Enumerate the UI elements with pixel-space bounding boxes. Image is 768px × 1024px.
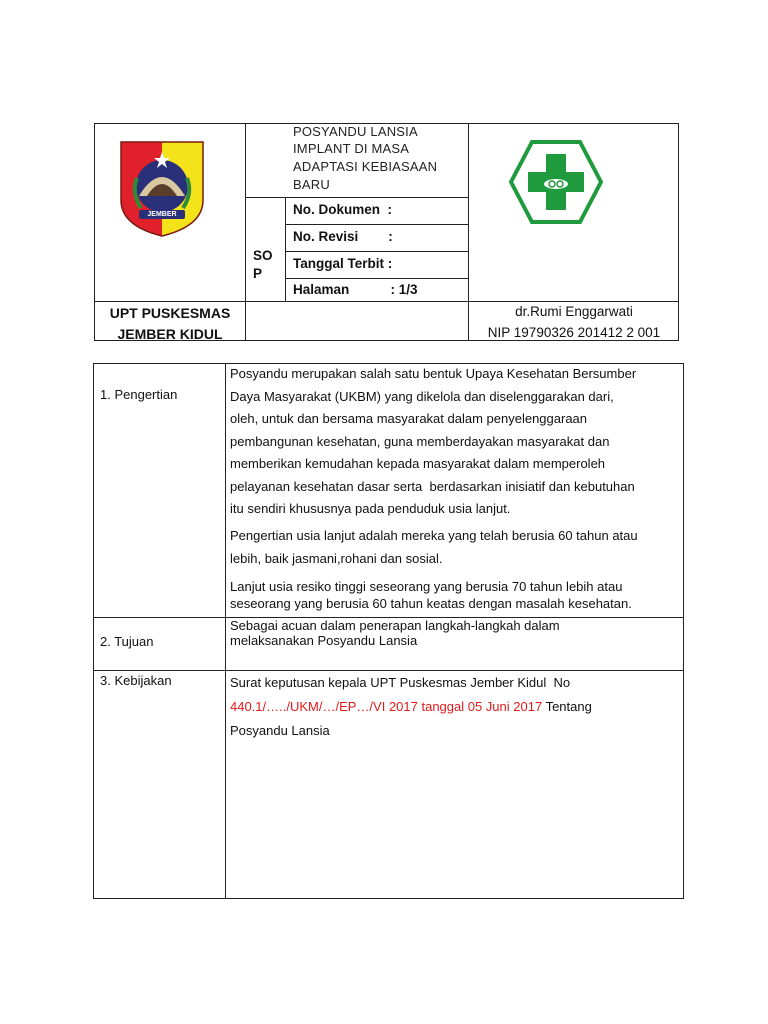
decree-number: 440.1/…../UKM/…/EP…/VI 2017 tanggal 05 Juni 2017 bbox=[230, 699, 543, 714]
pengertian-paragraph-3 bbox=[230, 578, 632, 612]
text-line: Posyandu Lansia bbox=[230, 723, 330, 738]
field-halaman: Halaman : 1/3 bbox=[293, 282, 418, 297]
text-line: memberikan kemudahan kepada masyarakat dalam memperoleh bbox=[230, 456, 606, 471]
field-no-dokumen: No. Dokumen : bbox=[293, 202, 393, 217]
signer-block bbox=[468, 301, 680, 343]
tujuan-text bbox=[230, 618, 560, 648]
text-line: pembangunan kesehatan, guna memberdayakan masyarakat dan bbox=[230, 433, 610, 449]
text-line: Pengertian usia lanjut adalah mereka yang telah berusia 60 tahun atau bbox=[230, 528, 638, 543]
sop-label-2: P bbox=[253, 266, 263, 281]
green-cross-icon bbox=[508, 139, 604, 225]
puskesmas-logo bbox=[508, 139, 604, 225]
doc-title-line-4: BARU bbox=[293, 177, 330, 192]
section-label-tujuan: 2. Tujuan bbox=[100, 634, 154, 649]
signer-name: dr.Rumi Enggarwati bbox=[515, 304, 633, 319]
jember-crest-logo bbox=[117, 138, 207, 238]
text-line: itu sendiri khususnya pada penduduk usia lanjut. bbox=[230, 501, 511, 516]
org-name-line-1: UPT PUSKESMAS bbox=[109, 305, 231, 321]
pengertian-paragraph-2 bbox=[230, 524, 638, 570]
field-tanggal-terbit: Tanggal Terbit : bbox=[293, 256, 393, 271]
org-name bbox=[96, 303, 244, 345]
text-line bbox=[230, 695, 592, 719]
text-line: Daya Masyarakat (UKBM) yang dikelola dan diselenggarakan dari, bbox=[230, 388, 614, 404]
signer-nip: NIP 19790326 201412 2 001 bbox=[487, 325, 661, 340]
crest-icon bbox=[117, 138, 207, 238]
kebijakan-text bbox=[230, 671, 592, 743]
sop-label-1: SO bbox=[253, 248, 273, 263]
section-label-kebijakan: 3. Kebijakan bbox=[100, 673, 172, 688]
doc-title-line-1: POSYANDU LANSIA bbox=[293, 124, 418, 139]
section-label-pengertian: 1. Pengertian bbox=[100, 387, 178, 402]
text-line: melaksanakan Posyandu Lansia bbox=[230, 633, 418, 648]
text-line: oleh, untuk dan bersama masyarakat dalam penyelenggaraan bbox=[230, 411, 588, 426]
text-line: Surat keputusan kepala UPT Puskesmas Jember Kidul No bbox=[230, 675, 571, 690]
text-line: Posyandu merupakan salah satu bentuk Upaya Kesehatan Bersumber bbox=[230, 366, 637, 381]
pengertian-paragraph-1 bbox=[230, 363, 636, 521]
text-line: Lanjut usia resiko tinggi seseorang yang berusia 70 tahun lebih atau bbox=[230, 579, 623, 594]
doc-title-line-2: IMPLANT DI MASA bbox=[293, 141, 410, 156]
text-line: seseorang yang berusia 60 tahun keatas dengan masalah kesehatan. bbox=[230, 596, 632, 611]
crest-banner-text: JEMBER bbox=[147, 211, 177, 218]
org-name-line-2: JEMBER KIDUL bbox=[117, 326, 223, 342]
text-line: lebih, baik jasmani,rohani dan sosial. bbox=[230, 551, 443, 566]
text-line: Sebagai acuan dalam penerapan langkah-langkah dalam bbox=[230, 618, 560, 633]
decree-tail: Tentang bbox=[542, 699, 592, 714]
text-line: pelayanan kesehatan dasar serta berdasarkan inisiatif dan kebutuhan bbox=[230, 478, 635, 494]
doc-title-line-3: ADAPTASI KEBIASAAN bbox=[293, 159, 438, 174]
field-no-revisi: No. Revisi : bbox=[293, 229, 393, 244]
